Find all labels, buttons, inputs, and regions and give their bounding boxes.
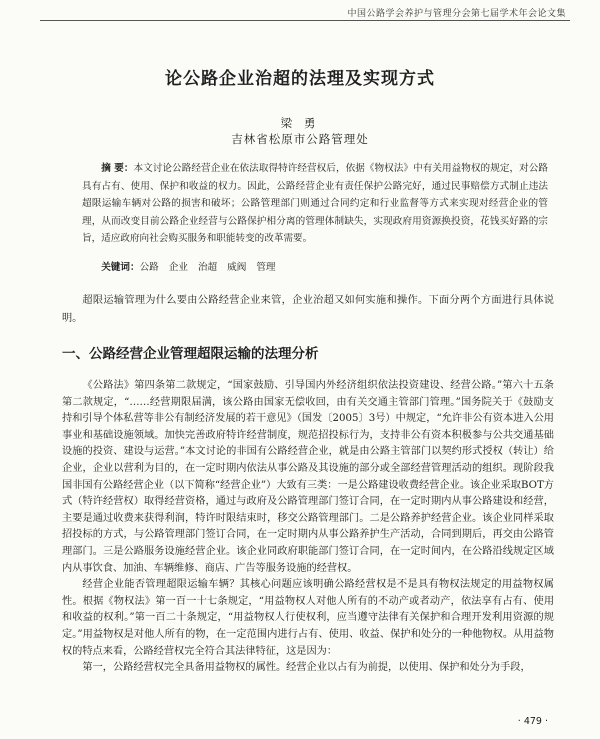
body-paragraph: 第一，公路经营权完全具备用益物权的属性。经营企业以占有为前提，以使用、保护和处分为手段， xyxy=(82,662,531,674)
body-text xyxy=(62,378,554,677)
abstract-label: 摘 要： xyxy=(101,163,134,174)
body-paragraph: 经营企业能否管理超限运输车辆？其核心问题应该明确公路经营权是不是具有物权法规定的用益物权属性。根据《物权法》第一百一十七条规定，“用益物权人对他人所有的不动产或者动产，依法享有占有、使用和收益的权利。”第一百二十条规定，“用益物权人行使权利，应当遵守法律有关保护和合理开发利用资源的规定。”用益物权是对他人所有的物，在一定范围内进行占有、使用、收益、保护和处分的一种他物权。从用益物权的特点来看，公路经营权完全符合其法律特征，这是因为： xyxy=(62,579,554,657)
paper-title: 论公路企业治超的法理及实现方式 xyxy=(165,69,435,89)
keyword: 企业 xyxy=(168,262,188,273)
keyword: 管理 xyxy=(256,262,276,273)
keyword: 威阀 xyxy=(227,262,247,273)
keywords-label: 关键词： xyxy=(101,262,140,273)
abstract xyxy=(82,160,548,248)
running-header: 中国公路学会养护与管理分会第七届学术年会论文集 xyxy=(347,9,566,19)
abstract-text: 本文讨论公路经营企业在依法取得特许经营权后，依据《物权法》中有关用益物权的规定，对公路具有占有、使用、保护和收益的权力。因此，公路经营企业有责任保护公路完好，通过民事赔偿方式制止违法超限运输车辆对公路的损害和破坏；公路管理部门则通过合同约定和行业监督等方式来实现对经营企业的管理，从而改变目前公路企业经营与公路保护相分离的管理体制缺失，实现政府用资源换投资，花钱买好路的宗旨，适应政府向社会购买服务和职能转变的改革需要。 xyxy=(82,163,548,245)
intro-paragraph: 超限运输管理为什么要由公路经营企业来管，企业治超又如何实施和操作。下面分两个方面进行具体说明。 xyxy=(62,295,554,324)
header-rule xyxy=(40,20,570,21)
page-number: · 479 · xyxy=(517,716,548,727)
keyword: 治超 xyxy=(197,262,218,273)
keyword: 公路 xyxy=(139,262,159,273)
author-affiliation: 吉林省松原市公路管理处 xyxy=(231,132,369,146)
keywords xyxy=(82,259,548,276)
body-paragraph: 《公路法》第四条第二款规定，“国家鼓励、引导国内外经济组织依法投资建设、经营公路。”第六十五条第二款规定，“……经营期限届满，该公路由国家无偿收回，由有关交通主管部门管理。”国务院关于《鼓励支持和引导个体私营等非公有制经济发展的若干意见》（国发〔2005〕3号）中规定，“允许非公有资本进入公用事业和基础设施领域。加快完善政府特许经营制度，规范招投标行为，支持非公有资本积极参与公共交通基础设施的投资、建设与运营。”本文讨论的非国有公路经营企业，就是由公路主管部门以契约形式授权（转让）给企业，企业以营利为目的，在一定时期内依法从事公路及其设施的部分或全部经营管理活动的组织。现阶段我国非国有公路经营企业（以下简称“经营企业”）大致有三类：一是公路建设收费经营企业。该企业采取BOT方式（特许经营权）取得经营资格，通过与政府及公路管理部门签订合同，在一定时期内从事公路建设和经营，主要是通过收费来获得利润，特许时限结束时，移交公路管理部门。二是公路养护经营企业。该企业同样采取招投标的方式，与公路管理部门签订合同，在一定时期内从事公路养护生产活动，合同到期后，再交由公路管理部门。三是公路服务设施经营企业。该企业同政府职能部门签订合同，在一定时间内，在公路沿线规定区域内从事饮食、加油、车辆维修、商店、广告等服务设施的经营权。 xyxy=(62,380,554,574)
author-name: 梁 勇 xyxy=(280,116,320,130)
section-heading: 一、公路经营企业管理超限运输的法理分析 xyxy=(62,346,319,362)
